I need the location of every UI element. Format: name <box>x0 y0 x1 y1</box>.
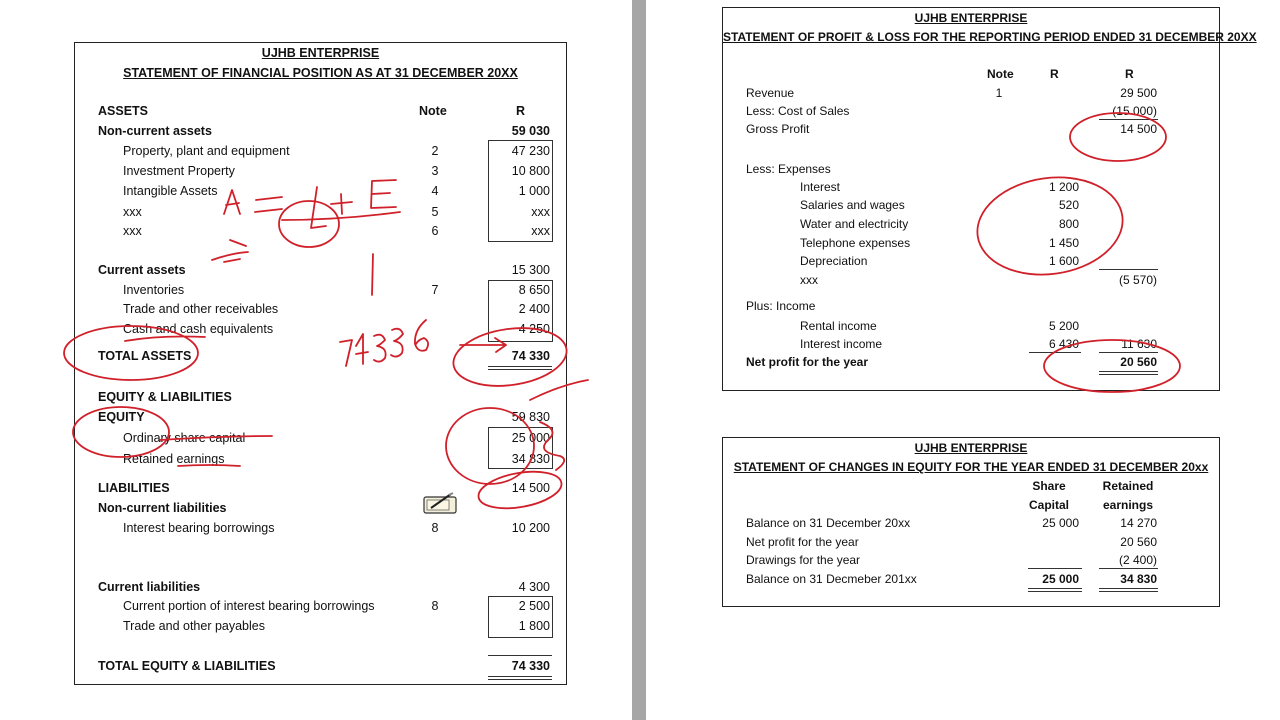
equity-item-label: Retained earnings <box>123 452 225 466</box>
ce-closing-underline-1 <box>1028 588 1082 592</box>
revenue-note: 1 <box>995 86 1003 100</box>
ce-row-retained: 20 560 <box>1120 535 1157 549</box>
ce-closing-underline-2 <box>1099 588 1158 592</box>
equity-item-label: Ordinary share capital <box>123 431 246 445</box>
next-page-edge <box>1268 0 1280 720</box>
net-profit-underline <box>1099 371 1158 375</box>
equity-item-value: 34 830 <box>511 452 550 466</box>
current-item-note: 7 <box>431 283 439 297</box>
expense-item-value: 1 600 <box>1048 254 1079 268</box>
assets-heading: ASSETS <box>98 104 149 118</box>
current-liab-label: Current liabilities <box>98 580 201 594</box>
revenue-value: 29 500 <box>1120 86 1157 100</box>
noncurrent-item-label: Investment Property <box>123 164 235 178</box>
expense-item-label: Interest <box>800 180 841 194</box>
pl-title: STATEMENT OF PROFIT & LOSS FOR THE REPORTING PERIOD ENDED 31 DECEMBER 20XX <box>723 30 1257 44</box>
noncurrent-item-label: xxx <box>123 205 142 219</box>
equity-item-value: 25 000 <box>511 431 550 445</box>
noncurrent-item-note: 6 <box>431 224 439 238</box>
ce-col1-header-2: Capital <box>1028 498 1069 512</box>
note-header: Note <box>419 104 447 118</box>
net-profit-topline <box>1099 352 1158 353</box>
current-liab-item-note: 8 <box>431 599 439 613</box>
liabilities-total: 14 500 <box>511 481 550 495</box>
expense-item-value: 1 200 <box>1048 180 1079 194</box>
noncurrent-item-label: xxx <box>123 224 142 238</box>
expenses-label: Less: Expenses <box>746 162 831 176</box>
noncurrent-item-value: 47 230 <box>511 144 550 158</box>
cost-of-sales-value: (15 000) <box>1112 104 1157 118</box>
expense-item-label: Depreciation <box>800 254 868 268</box>
noncurrent-item-note: 4 <box>431 184 439 198</box>
ce-row-share: 25 000 <box>1042 516 1079 530</box>
position-company: UJHB ENTERPRISE <box>261 46 380 60</box>
ce-col1-header: Share <box>1032 479 1066 493</box>
noncurrent-liab-item-label: Interest bearing borrowings <box>123 521 275 535</box>
ce-closing-share: 25 000 <box>1042 572 1079 586</box>
current-liab-total: 4 300 <box>518 580 550 594</box>
ce-row-retained: 14 270 <box>1120 516 1157 530</box>
expense-item-label: Salaries and wages <box>800 198 905 212</box>
noncurrent-liab-item-value: 10 200 <box>511 521 550 535</box>
noncurrent-item-note: 3 <box>431 164 439 178</box>
page-gutter <box>632 0 646 720</box>
gross-profit-label: Gross Profit <box>746 122 810 136</box>
income-item-label: Rental income <box>800 319 877 333</box>
ce-closing-retained: 34 830 <box>1120 572 1157 586</box>
total-eq-liab-label: TOTAL EQUITY & LIABILITIES <box>98 659 276 673</box>
gross-profit-topline <box>1099 119 1158 120</box>
gross-profit-value: 14 500 <box>1120 122 1157 136</box>
current-item-value: 2 400 <box>518 302 550 316</box>
ce-row-label: Drawings for the year <box>746 553 861 567</box>
current-item-label: Trade and other receivables <box>123 302 279 316</box>
income-subtotal-line <box>1029 352 1081 353</box>
income-label: Plus: Income <box>746 299 816 313</box>
expense-item-label: Telephone expenses <box>800 236 911 250</box>
noncurrent-item-note: 5 <box>431 205 439 219</box>
total-eq-liab-topline <box>488 655 552 656</box>
ce-col2-header: Retained <box>1102 479 1154 493</box>
current-assets-label: Current assets <box>98 263 186 277</box>
pl-r1-header: R <box>1050 67 1059 81</box>
noncurrent-item-value: xxx <box>531 205 550 219</box>
ce-row-label: Net profit for the year <box>746 535 859 549</box>
current-item-value: 4 250 <box>518 322 550 336</box>
current-item-label: Inventories <box>123 283 185 297</box>
liabilities-label: LIABILITIES <box>98 481 170 495</box>
noncurrent-item-value: 10 800 <box>511 164 550 178</box>
pen-tool-icon[interactable] <box>423 492 459 516</box>
noncurrent-item-label: Intangible Assets <box>123 184 218 198</box>
current-item-value: 8 650 <box>518 283 550 297</box>
pl-note-header: Note <box>987 67 1014 81</box>
ce-closing-topline-2 <box>1099 568 1158 569</box>
total-assets-value: 74 330 <box>511 349 550 363</box>
current-liab-item-label: Current portion of interest bearing borrowings <box>123 599 375 613</box>
total-eq-liab-value: 74 330 <box>511 659 550 673</box>
ce-company: UJHB ENTERPRISE <box>914 441 1028 455</box>
income-item-value: 5 200 <box>1048 319 1079 333</box>
current-liab-item-value: 1 800 <box>518 619 550 633</box>
income-item-label: Interest income <box>800 337 883 351</box>
income-total: 11 630 <box>1121 337 1157 351</box>
revenue-label: Revenue <box>746 86 795 100</box>
ce-title: STATEMENT OF CHANGES IN EQUITY FOR THE YEAR ENDED 31 DECEMBER 20xx <box>733 460 1209 474</box>
net-profit-value: 20 560 <box>1120 355 1157 369</box>
noncurrent-liab-item-note: 8 <box>431 521 439 535</box>
cost-of-sales-label: Less: Cost of Sales <box>746 104 850 118</box>
current-item-label: Cash and cash equivalents <box>123 322 274 336</box>
noncurrent-item-note: 2 <box>431 144 439 158</box>
current-liab-item-value: 2 500 <box>518 599 550 613</box>
ce-col2-header-2: earnings <box>1102 498 1153 512</box>
expense-item-value: 520 <box>1058 198 1079 212</box>
expense-item-label: Water and electricity <box>800 217 909 231</box>
pl-company: UJHB ENTERPRISE <box>914 11 1028 25</box>
net-profit-label: Net profit for the year <box>746 355 869 369</box>
noncurrent-item-value: 1 000 <box>518 184 550 198</box>
pl-r2-header: R <box>1125 67 1134 81</box>
expense-item-label: xxx <box>800 273 818 287</box>
income-item-value: 6 430 <box>1048 337 1079 351</box>
equity-total: 59 830 <box>511 410 550 424</box>
position-title: STATEMENT OF FINANCIAL POSITION AS AT 31 DECEMBER 20XX <box>123 66 518 80</box>
current-assets-total: 15 300 <box>511 263 550 277</box>
noncurrent-liab-label: Non-current liabilities <box>98 501 227 515</box>
noncurrent-assets-label: Non-current assets <box>98 124 212 138</box>
expense-item-value: 800 <box>1058 217 1079 231</box>
expense-item-value: 1 450 <box>1048 236 1079 250</box>
total-assets-label: TOTAL ASSETS <box>98 349 192 363</box>
total-assets-underline <box>488 366 552 370</box>
noncurrent-assets-total: 59 030 <box>511 124 550 138</box>
ce-closing-label: Balance on 31 Decmeber 201xx <box>746 572 917 586</box>
equity-label: EQUITY <box>98 410 145 424</box>
total-eq-liab-underline <box>488 676 552 680</box>
financial-position-page <box>74 42 567 685</box>
profit-loss-page <box>722 7 1257 391</box>
eq-liab-heading: EQUITY & LIABILITIES <box>98 390 232 404</box>
noncurrent-item-label: Property, plant and equipment <box>123 144 290 158</box>
ce-row-retained: (2 400) <box>1118 553 1157 567</box>
equity-changes-page <box>722 437 1220 607</box>
expenses-total: (5 570) <box>1118 273 1157 287</box>
current-liab-item-label: Trade and other payables <box>123 619 265 633</box>
r-header: R <box>516 104 526 118</box>
expenses-subtotal-line <box>1099 269 1158 270</box>
noncurrent-item-value: xxx <box>531 224 550 238</box>
ce-row-label: Balance on 31 December 20xx <box>746 516 911 530</box>
ce-closing-topline-1 <box>1028 568 1082 569</box>
